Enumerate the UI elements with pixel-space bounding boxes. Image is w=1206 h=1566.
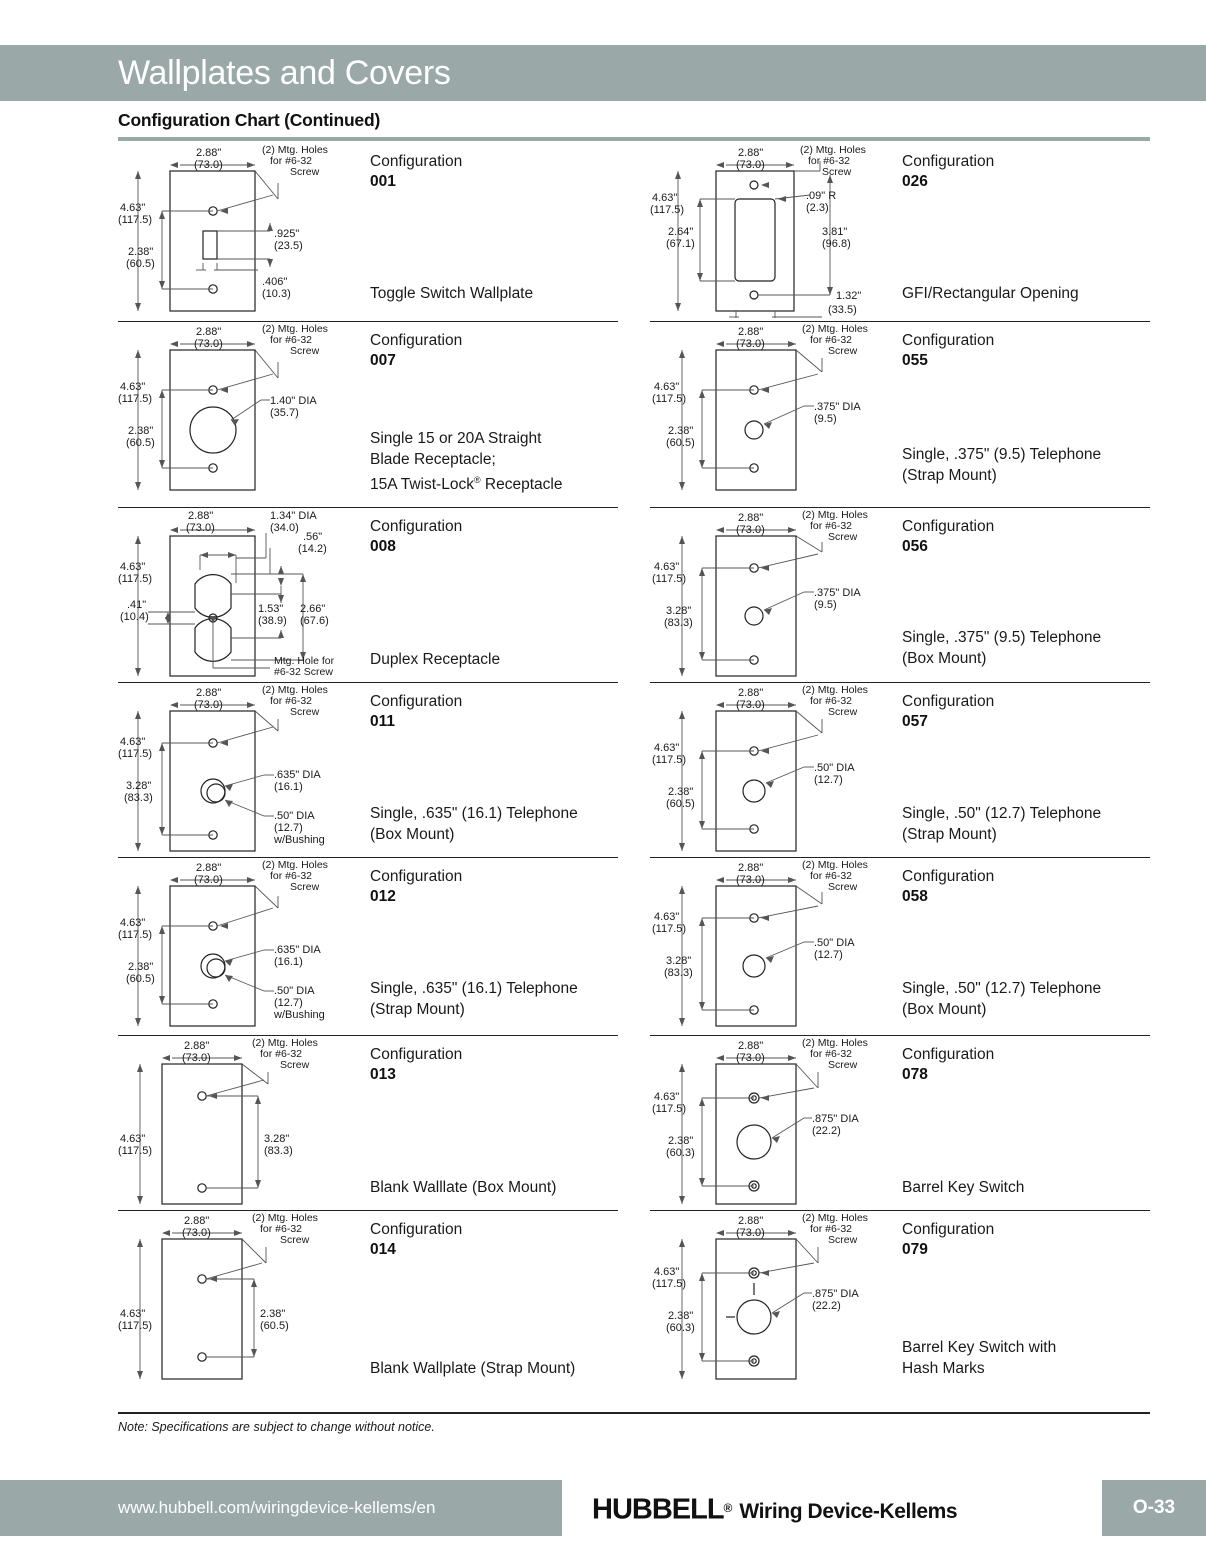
dim-height-mm: (117.5) [118, 929, 153, 941]
dim-height-mm: (117.5) [118, 393, 153, 405]
drawing-013 [118, 1036, 368, 1207]
config-cell-026 [650, 143, 1150, 322]
dim-height-mm: (117.5) [652, 923, 687, 935]
dim-height-mm: (117.5) [118, 1320, 153, 1332]
dim-width-mm: (73.0) [194, 699, 223, 711]
footer-url[interactable]: www.hubbell.com/wiringdevice-kellems/en [118, 1498, 436, 1517]
dim-center-mm: (83.3) [664, 967, 693, 979]
desc-line-1: Single 15 or 20A Straight [370, 430, 542, 447]
config-heading-013 [370, 1045, 620, 1085]
dim-width-in: 2.88" [738, 326, 764, 338]
drawing-057 [650, 683, 900, 854]
dim-center-in: 3.28" [264, 1133, 290, 1145]
dim-height-mm: (117.5) [652, 754, 687, 766]
config-word: Configuration [902, 153, 995, 170]
dim-height-in: 4.63" [654, 1266, 680, 1278]
dim-width-mm: (73.0) [736, 1052, 765, 1064]
mtg-holes-label-3: Screw [828, 531, 858, 543]
config-description-014: Blank Wallplate (Strap Mount) [370, 1360, 576, 1377]
desc-line-1: Single, .50" (12.7) Telephone [902, 805, 1102, 822]
section-divider [118, 137, 1150, 141]
dim-center-mm: (60.5) [666, 437, 695, 449]
mtg-holes-label-3: Screw [828, 1059, 858, 1071]
config-description-057 [902, 803, 1160, 845]
dim-hole-dia-in: 1.34" DIA [270, 510, 317, 522]
dim-height-mm: (117.5) [650, 204, 685, 216]
dim-center-gap-mm: (38.9) [258, 615, 287, 627]
dim-width-mm: (73.0) [194, 159, 223, 171]
desc-line-3: 15A Twist-Lock® Receptacle [370, 475, 563, 494]
dim-radius-in: .09" R [806, 190, 837, 202]
dim-width-in: 2.88" [738, 687, 764, 699]
config-description-013: Blank Walllate (Box Mount) [370, 1179, 557, 1196]
dim-height-in: 4.63" [654, 1091, 680, 1103]
dim-opening-w-in: 2.64" [668, 226, 694, 238]
dim-width-mm: (73.0) [736, 524, 765, 536]
dim-height-in: 4.63" [120, 736, 146, 748]
config-word: Configuration [902, 1046, 995, 1063]
dim-width-mm: (73.0) [736, 874, 765, 886]
config-word: Configuration [370, 868, 463, 885]
dim-opening-w-mm: (10.3) [262, 288, 291, 300]
config-heading-014 [370, 1220, 620, 1260]
dim-width-mm: (73.0) [736, 699, 765, 711]
config-word: Configuration [370, 332, 463, 349]
mtg-holes-label-1: (2) Mtg. Holes [252, 1212, 318, 1224]
dim-center-in: 2.38" [260, 1308, 286, 1320]
dim-center-mm: (83.3) [264, 1145, 293, 1157]
dim-opening-w-in: .406" [262, 276, 288, 288]
config-word: Configuration [902, 693, 995, 710]
dim-width-in: 2.88" [738, 1040, 764, 1052]
mtg-holes-label-2: for #6-32 [270, 155, 313, 167]
config-cell-011 [118, 683, 618, 858]
dim-height-mm: (117.5) [118, 214, 153, 226]
config-heading-001 [370, 152, 620, 192]
config-number: 057 [902, 713, 928, 730]
desc-line-1: Barrel Key Switch with [902, 1339, 1057, 1356]
config-description-008: Duplex Receptacle [370, 651, 501, 668]
desc-line-2: Hash Marks [902, 1360, 985, 1377]
config-cell-056 [650, 508, 1150, 683]
mtg-holes-label-2: for #6-32 [270, 695, 313, 707]
mtg-holes-label-1: (2) Mtg. Holes [802, 1212, 868, 1224]
config-description-058 [902, 978, 1160, 1020]
mtg-holes-label-2: for #6-32 [810, 1048, 853, 1060]
config-number: 013 [370, 1066, 396, 1083]
dim-center-mm: (83.3) [124, 792, 153, 804]
config-description-056 [902, 627, 1160, 669]
dim-hole-dia-in: .375" DIA [814, 401, 861, 413]
page-number: O-33 [1132, 1497, 1176, 1518]
config-cell-078 [650, 1036, 1150, 1211]
dim-hole-dia-mm: (9.5) [814, 599, 837, 611]
dim-height-mm: (117.5) [652, 1278, 687, 1290]
mtg-holes-label-3: Screw [828, 345, 858, 357]
dim-width-mm: (73.0) [736, 159, 765, 171]
config-description-079 [902, 1337, 1160, 1379]
config-cell-014 [118, 1211, 618, 1396]
drawing-008 [118, 508, 368, 679]
config-cell-058 [650, 858, 1150, 1036]
dim-edge-mm: (10.4) [120, 611, 149, 623]
mtg-holes-label-1: (2) Mtg. Holes [802, 859, 868, 871]
config-cell-013 [118, 1036, 618, 1211]
dim-width-mm: (73.0) [194, 338, 223, 350]
dim-hole-dia-in: .875" DIA [812, 1288, 859, 1300]
config-number: 011 [370, 713, 396, 730]
config-number: 026 [902, 173, 928, 190]
dim-height-mm: (117.5) [652, 1103, 687, 1115]
dim-height-in: 4.63" [120, 561, 146, 573]
drawing-012 [118, 858, 368, 1032]
dim-center-in: 3.28" [666, 605, 692, 617]
dim-height-in: 4.63" [120, 1308, 146, 1320]
config-description-078: Barrel Key Switch [902, 1179, 1025, 1196]
mtg-holes-label-2: for #6-32 [808, 155, 851, 167]
dim-width-in: 2.88" [738, 1215, 764, 1227]
drawing-001 [118, 143, 368, 318]
dim-radius-mm: (2.3) [806, 202, 829, 214]
dim-offset-in: 1.32" [836, 290, 862, 302]
dim-height-mm: (117.5) [118, 573, 153, 585]
desc-line-1: Single, .50" (12.7) Telephone [902, 980, 1102, 997]
mtg-holes-label-1: (2) Mtg. Holes [802, 1037, 868, 1049]
drawing-058 [650, 858, 900, 1032]
mtg-holes-label-2: for #6-32 [810, 334, 853, 346]
drawing-056 [650, 508, 900, 679]
mtg-holes-label-1: (2) Mtg. Holes [252, 1037, 318, 1049]
dim-width-mm: (73.0) [182, 1227, 211, 1239]
desc-line-2: (Strap Mount) [902, 826, 997, 843]
dim-center-in: 3.28" [666, 955, 692, 967]
mtg-holes-label-3: Screw [290, 706, 320, 718]
dim-height-in: 4.63" [120, 1133, 146, 1145]
config-number: 007 [370, 352, 396, 369]
dim-width-in: 2.88" [196, 862, 222, 874]
config-number: 056 [902, 538, 928, 555]
desc-line-2: (Strap Mount) [902, 467, 997, 484]
chart-column-left [118, 143, 618, 1396]
mtg-holes-label-1: (2) Mtg. Holes [262, 684, 328, 696]
specifications-note: Note: Specifications are subject to change without notice. [118, 1420, 435, 1434]
config-number: 055 [902, 352, 928, 369]
config-heading-056 [902, 517, 1152, 557]
config-word: Configuration [370, 693, 463, 710]
dim-center-gap-in: 1.53" [258, 603, 284, 615]
dim-height-in: 4.63" [120, 202, 146, 214]
config-number: 058 [902, 888, 928, 905]
dim-hole-dia-mm: (9.5) [814, 413, 837, 425]
dim-opening-h-mm: (23.5) [274, 240, 303, 252]
dim-hole-dia-mm: (16.1) [274, 956, 303, 968]
dim-bushing-note: w/Bushing [274, 834, 325, 846]
mtg-holes-label-1: (2) Mtg. Holes [262, 859, 328, 871]
config-heading-012 [370, 867, 620, 907]
dim-height-in: 4.63" [654, 561, 680, 573]
drawing-007 [118, 322, 368, 504]
config-description-001: Toggle Switch Wallplate [370, 285, 534, 302]
dim-height-mm: (117.5) [652, 573, 687, 585]
dim-height-in: 4.63" [652, 192, 678, 204]
dim-width-in: 2.88" [738, 147, 764, 159]
brand-subtitle: Wiring Device-Kellems [739, 1500, 958, 1524]
dim-gap-in: .56" [303, 531, 323, 543]
config-description-007 [370, 428, 628, 495]
mtg-holes-label-3: Screw [828, 1234, 858, 1246]
config-number: 078 [902, 1066, 928, 1083]
dim-hole-dia-in: 1.40" DIA [270, 395, 317, 407]
dim-center-mm: (60.5) [260, 1320, 289, 1332]
mtg-holes-label-2: for #6-32 [810, 695, 853, 707]
config-word: Configuration [902, 1221, 995, 1238]
desc-line-1: Single, .635" (16.1) Telephone [370, 980, 578, 997]
dim-height-in: 4.63" [120, 381, 146, 393]
mtg-holes-label-1: (2) Mtg. Holes [262, 323, 328, 335]
mtg-holes-label-1: (2) Mtg. Holes [802, 684, 868, 696]
desc-line-2: (Box Mount) [370, 826, 455, 843]
dim-opening-h-mm: (96.8) [822, 238, 851, 250]
mtg-holes-label-3: Screw [290, 166, 320, 178]
dim-width-in: 2.88" [196, 326, 222, 338]
drawing-014 [118, 1211, 368, 1392]
dim-width-in: 2.88" [184, 1215, 210, 1227]
desc-line-2: (Box Mount) [902, 650, 987, 667]
section-title: Configuration Chart (Continued) [118, 110, 381, 130]
dim-width-in: 2.88" [196, 147, 222, 159]
dim-center-mm: (60.5) [126, 437, 155, 449]
dim-hole-dia-mm: (35.7) [270, 407, 299, 419]
mtg-holes-label-2: for #6-32 [270, 334, 313, 346]
dim-center-mm: (60.5) [126, 973, 155, 985]
drawing-026 [650, 143, 900, 318]
mtg-holes-label-1: (2) Mtg. Holes [800, 144, 866, 156]
desc-line-2: (Box Mount) [902, 1001, 987, 1018]
dim-center-in: 2.38" [668, 786, 694, 798]
dim-height-mm: (117.5) [118, 748, 153, 760]
dim-height-in: 4.63" [120, 917, 146, 929]
dim-center-in: 2.38" [668, 1135, 694, 1147]
dim-hole-dia-mm: (22.2) [812, 1125, 841, 1137]
dim-overall-in: 2.66" [300, 603, 326, 615]
desc-line-2: Blade Receptacle; [370, 451, 496, 468]
dim-width-in: 2.88" [738, 862, 764, 874]
dim-hole-dia-mm: (34.0) [270, 522, 299, 534]
dim-bushing-in: .50" DIA [274, 985, 315, 997]
config-description-026: GFI/Rectangular Opening [902, 285, 1079, 302]
dim-bushing-in: .50" DIA [274, 810, 315, 822]
config-heading-007 [370, 331, 620, 371]
drawing-011 [118, 683, 368, 854]
config-heading-008 [370, 517, 620, 557]
config-cell-079 [650, 1211, 1150, 1396]
dim-opening-w-mm: (67.1) [666, 238, 695, 250]
dim-center-mm: (60.5) [666, 798, 695, 810]
dim-bushing-mm: (12.7) [274, 997, 303, 1009]
config-heading-011 [370, 692, 620, 732]
dim-hole-dia-in: .375" DIA [814, 587, 861, 599]
mtg-holes-label-3: Screw [290, 881, 320, 893]
dim-center-in: 2.38" [128, 425, 154, 437]
dim-center-in: 2.38" [668, 425, 694, 437]
dim-hole-dia-in: .635" DIA [274, 769, 321, 781]
dim-height-mm: (117.5) [118, 1145, 153, 1157]
config-word: Configuration [902, 868, 995, 885]
footer-brand [592, 1480, 957, 1536]
dim-center-mm: (60.5) [126, 258, 155, 270]
mtg-holes-label-3: Screw [280, 1234, 310, 1246]
dim-hole-dia-mm: (12.7) [814, 774, 843, 786]
dim-center-in: 3.28" [126, 780, 152, 792]
mtg-holes-label-2: for #6-32 [270, 870, 313, 882]
dim-center-mm: (60.3) [666, 1322, 695, 1334]
mtg-holes-label-3: Screw [822, 166, 852, 178]
mtg-holes-label-3: Screw [828, 881, 858, 893]
config-cell-057 [650, 683, 1150, 858]
dim-center-mm: (60.3) [666, 1147, 695, 1159]
mtg-holes-label-2: for #6-32 [810, 1223, 853, 1235]
config-heading-058 [902, 867, 1152, 907]
config-heading-079 [902, 1220, 1152, 1260]
dim-hole-dia-in: .875" DIA [812, 1113, 859, 1125]
dim-center-in: 2.38" [128, 961, 154, 973]
config-number: 001 [370, 173, 396, 190]
dim-overall-mm: (67.6) [300, 615, 329, 627]
drawing-078 [650, 1036, 900, 1207]
page-title: Wallplates and Covers [118, 54, 451, 92]
dim-hole-dia-in: .50" DIA [814, 937, 855, 949]
config-cell-012 [118, 858, 618, 1036]
config-word: Configuration [370, 1221, 463, 1238]
dim-hole-dia-in: .50" DIA [814, 762, 855, 774]
mtg-holes-label-2: for #6-32 [810, 870, 853, 882]
dim-width-mm: (73.0) [736, 1227, 765, 1239]
dim-hole-dia-mm: (22.2) [812, 1300, 841, 1312]
mtg-holes-label-1: (2) Mtg. Holes [802, 509, 868, 521]
mtg-hole-label-1: Mtg. Hole for [274, 655, 335, 667]
dim-bushing-note: w/Bushing [274, 1009, 325, 1021]
config-cell-001 [118, 143, 618, 322]
desc-line-1: Single, .375" (9.5) Telephone [902, 629, 1102, 646]
config-heading-026 [902, 152, 1152, 192]
config-word: Configuration [370, 153, 463, 170]
dim-width-in: 2.88" [196, 687, 222, 699]
brand-name: HUBBELL [592, 1493, 724, 1526]
config-cell-007 [118, 322, 618, 508]
mtg-holes-label-2: for #6-32 [810, 520, 853, 532]
dim-center-in: 2.38" [128, 246, 154, 258]
dim-opening-h-in: .925" [274, 228, 300, 240]
chart-column-right [650, 143, 1150, 1396]
dim-width-in: 2.88" [188, 510, 214, 522]
config-heading-055 [902, 331, 1152, 371]
config-number: 079 [902, 1241, 928, 1258]
config-description-012 [370, 978, 628, 1020]
dim-width-mm: (73.0) [182, 1052, 211, 1064]
dim-offset-mm: (33.5) [828, 304, 857, 316]
note-divider [118, 1412, 1150, 1414]
config-heading-078 [902, 1045, 1152, 1085]
config-description-055 [902, 444, 1160, 486]
dim-hole-dia-mm: (12.7) [814, 949, 843, 961]
desc-line-1: Single, .635" (16.1) Telephone [370, 805, 578, 822]
mtg-holes-label-1: (2) Mtg. Holes [262, 144, 328, 156]
dim-bushing-mm: (12.7) [274, 822, 303, 834]
dim-width-in: 2.88" [184, 1040, 210, 1052]
desc-line-1: Single, .375" (9.5) Telephone [902, 446, 1102, 463]
mtg-hole-label-2: #6-32 Screw [274, 666, 333, 678]
config-word: Configuration [902, 332, 995, 349]
drawing-079 [650, 1211, 900, 1392]
mtg-holes-label-3: Screw [290, 345, 320, 357]
dim-height-in: 4.63" [654, 742, 680, 754]
desc-line-2: (Strap Mount) [370, 1001, 465, 1018]
mtg-holes-label-2: for #6-32 [260, 1223, 303, 1235]
dim-hole-dia-mm: (16.1) [274, 781, 303, 793]
mtg-holes-label-2: for #6-32 [260, 1048, 303, 1060]
config-word: Configuration [902, 518, 995, 535]
dim-width-mm: (73.0) [736, 338, 765, 350]
dim-center-mm: (83.3) [664, 617, 693, 629]
drawing-055 [650, 322, 900, 504]
config-number: 012 [370, 888, 396, 905]
dim-width-mm: (73.0) [194, 874, 223, 886]
dim-height-in: 4.63" [654, 381, 680, 393]
mtg-holes-label-3: Screw [828, 706, 858, 718]
dim-width-mm: (73.0) [186, 522, 215, 534]
dim-edge-in: .41" [127, 599, 147, 611]
config-description-011 [370, 803, 628, 845]
config-word: Configuration [370, 518, 463, 535]
registered-trademark-icon: ® [723, 1501, 733, 1515]
config-number: 008 [370, 538, 396, 555]
config-number: 014 [370, 1241, 396, 1258]
config-cell-008 [118, 508, 618, 683]
dim-hole-dia-in: .635" DIA [274, 944, 321, 956]
mtg-holes-label-3: Screw [280, 1059, 310, 1071]
mtg-holes-label-1: (2) Mtg. Holes [802, 323, 868, 335]
config-heading-057 [902, 692, 1152, 732]
config-word: Configuration [370, 1046, 463, 1063]
dim-height-mm: (117.5) [652, 393, 687, 405]
dim-gap-mm: (14.2) [298, 543, 327, 555]
dim-opening-h-in: 3.81" [822, 226, 848, 238]
dim-center-in: 2.38" [668, 1310, 694, 1322]
dim-width-in: 2.88" [738, 512, 764, 524]
config-cell-055 [650, 322, 1150, 508]
dim-height-in: 4.63" [654, 911, 680, 923]
